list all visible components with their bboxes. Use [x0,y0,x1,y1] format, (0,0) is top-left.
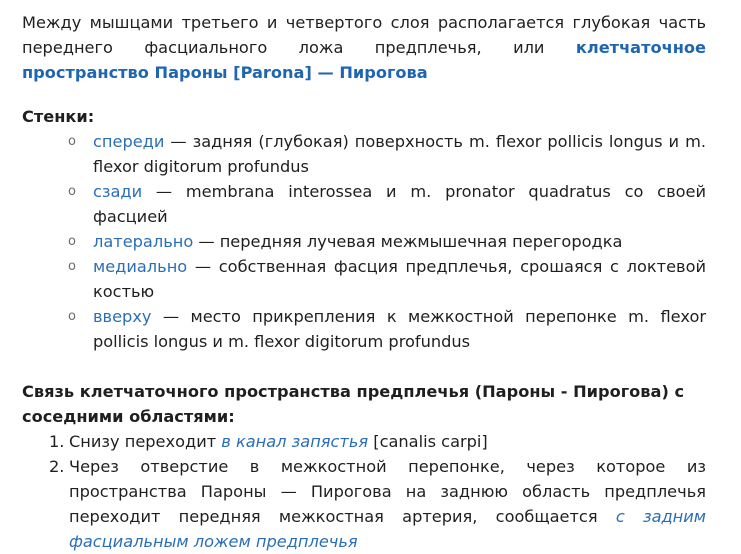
intro-text: Между мышцами третьего и четвертого слоя располагается глубокая часть переднего фасциального ложа предплечья, или [22,13,706,57]
list-item [68,229,706,254]
connection-text: Снизу переходит [69,432,222,451]
circle-bullet-icon: o [68,234,76,249]
circle-bullet-icon: o [68,134,76,149]
list-item [49,454,706,554]
circle-bullet-icon: o [68,259,76,274]
wall-term-medial[interactable]: медиально [93,257,188,276]
wall-text: — собственная фасция предплечья, срошаяся с локтевой костью [93,257,706,301]
list-number: 2. [49,457,65,476]
list-item [68,304,706,354]
list-item [68,254,706,304]
circle-bullet-icon: o [68,309,76,324]
list-item [68,129,706,179]
wall-term-back[interactable]: сзади [93,182,143,201]
list-item [49,429,706,454]
connection-text: [canalis carpi] [368,432,488,451]
walls-list [22,129,706,354]
carpal-canal-link[interactable]: в канал запястья [221,432,369,451]
document-page [22,10,706,554]
list-number: 1. [49,432,65,451]
circle-bullet-icon: o [68,184,76,199]
walls-heading: Стенки: [22,107,95,126]
wall-term-top[interactable]: вверху [93,307,152,326]
wall-text: — передняя лучевая межмышечная перегородка [193,232,623,251]
connections-heading: Связь клетчаточного пространства предплечья (Пароны - Пирогова) с соседними областями: [22,382,685,426]
wall-text: — место прикрепления к межкостной перепонке m. flexor pollicis longus и m. flexor digitorum profundus [93,307,706,351]
wall-term-lateral[interactable]: латерально [93,232,194,251]
posterior-fascial-bed-link[interactable]: с задним фасциальным ложем предплечья [69,507,706,551]
wall-text: — membrana interossea и m. pronator quadratus со своей фасцией [93,182,706,226]
intro-paragraph [22,10,706,85]
connections-list [22,429,706,554]
wall-term-front[interactable]: спереди [93,132,165,151]
wall-text: — задняя (глубокая) поверхность m. flexor pollicis longus и m. flexor digitorum profundus [93,132,706,176]
intro-term-link[interactable]: клетчаточное пространство Пароны [Parona] — Пирогова [22,38,706,82]
list-item [68,179,706,229]
connection-text: Через отверстие в межкостной перепонке, через которое из пространства Пароны — Пирогова на заднюю область предплечья переходит передняя межкостная артерия, сообщается [69,457,706,526]
